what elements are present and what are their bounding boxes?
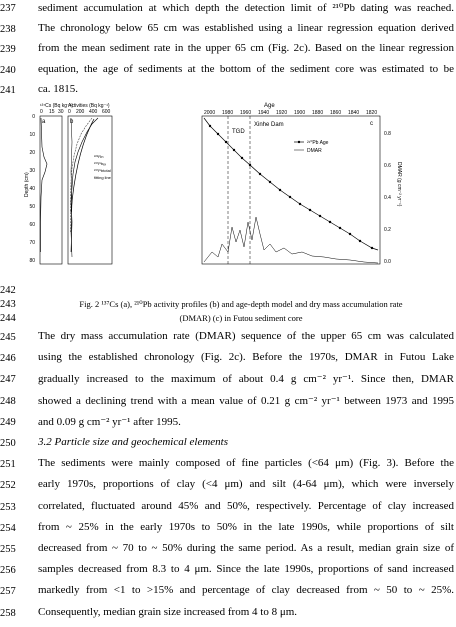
- line-number: 240: [0, 64, 16, 76]
- panel-a-tick-2: 30: [58, 109, 64, 115]
- pb-age-point: [279, 189, 281, 191]
- depth-tick-0: 0: [32, 114, 35, 120]
- line-number: 244: [0, 313, 16, 324]
- panel-b: [68, 103, 112, 264]
- pb-age-point: [249, 164, 251, 166]
- panel-a: [24, 103, 73, 264]
- depth-axis-title: Depth (cm): [24, 172, 30, 197]
- panel-b-frame: [68, 116, 112, 264]
- age-tick-1980: 1980: [222, 110, 234, 116]
- line-number: 250: [0, 438, 16, 449]
- text-line: [0, 62, 456, 80]
- panel-a-axis-title: ¹³⁷Cs (Bq kg⁻¹): [40, 103, 74, 109]
- text-line: [0, 82, 456, 100]
- figure-caption-line-1: Fig. 2 ¹³⁷Cs (a), ²¹⁰Pb activity profiles (b) and age-depth model and dry mass accumulation rate: [79, 299, 403, 309]
- pb-age-point: [359, 240, 361, 242]
- line-number: 243: [0, 299, 16, 310]
- pb-age-point: [269, 181, 271, 183]
- text-line: [0, 350, 456, 368]
- line-number: 253: [0, 501, 16, 513]
- panel-b-pb-ex: [71, 118, 93, 232]
- dmar-tick-0.2: 0.2: [384, 227, 391, 233]
- line-text: Consequently, median grain size increased from 4 to 8 μm.: [38, 605, 298, 618]
- line-number: 252: [0, 480, 16, 492]
- panel-b-tick-600: 600: [102, 109, 111, 115]
- pb-age-point: [339, 227, 341, 229]
- line-number: 239: [0, 44, 16, 55]
- caption-line-244: [0, 310, 456, 328]
- pb-age-point: [349, 233, 351, 235]
- line-text: The dry mass accumulation rate (DMAR) sequence of the upper 65 cm was calculated: [38, 330, 454, 342]
- depth-tick-40: 40: [29, 186, 35, 192]
- panel-c-frame: [202, 116, 380, 264]
- dmar-axis-title: DMAR (g cm⁻² yr⁻¹): [396, 162, 402, 207]
- line-number: 258: [0, 607, 16, 619]
- pb-age-point: [299, 203, 301, 205]
- legend-pb-age-marker: [298, 141, 300, 143]
- text-line: [0, 41, 456, 59]
- panel-b-tick-0: 0: [68, 109, 71, 115]
- panel-a-frame: [40, 116, 62, 264]
- panel-b-legend-fitting: fitting line: [94, 175, 111, 180]
- panel-b-tick-200: 200: [76, 109, 85, 115]
- line-number: 256: [0, 565, 16, 577]
- line-text: from the mean sediment rate in the upper 65 cm (Fig. 2c). Based on the linear regression: [38, 42, 454, 54]
- pb-age-point: [259, 173, 261, 175]
- legend-pb-age: ²¹⁰Pb Age: [307, 140, 329, 146]
- line-number: 249: [0, 416, 16, 428]
- line-text: ca. 1815.: [38, 83, 79, 95]
- text-line: [0, 329, 456, 347]
- line-text: from ~ 25% in the early 1970s to 50% in the late 1990s, while proportions of silt: [38, 520, 454, 533]
- figure-caption-line-2: (DMAR) (c) in Futou sediment core: [179, 313, 303, 323]
- line-text: sediment accumulation at which depth the detection limit of ²¹⁰Pb dating was reached.: [38, 2, 454, 14]
- line-text: gradually increased to the maximum of about 0.4 g cm⁻² yr⁻¹. Since then, DMAR: [38, 373, 454, 386]
- depth-tick-20: 20: [29, 150, 35, 156]
- depth-tick-80: 80: [29, 258, 35, 264]
- age-tick-1920: 1920: [276, 110, 288, 116]
- dmar-tick-0.6: 0.6: [384, 163, 391, 169]
- depth-tick-70: 70: [29, 240, 35, 246]
- dmar-tick-0.0: 0.0: [384, 259, 391, 265]
- line-number: 251: [0, 459, 16, 471]
- line-number: 242: [0, 285, 16, 296]
- panel-b-legend-rn: ²²⁶Rn: [94, 154, 104, 159]
- line-number: 257: [0, 586, 16, 598]
- pb-age-point: [217, 133, 219, 135]
- text-line: [0, 520, 456, 538]
- line-text: The chronology below 65 cm was established using a linear regression equation derived: [38, 21, 454, 34]
- text-line: [0, 477, 456, 495]
- line-number: 247: [0, 374, 16, 386]
- depth-tick-60: 60: [29, 222, 35, 228]
- line-number: 255: [0, 544, 16, 555]
- age-tick-1880: 1880: [312, 110, 324, 116]
- age-tick-1900: 1900: [294, 110, 306, 116]
- text-line: [0, 541, 456, 559]
- panel-a-label: a: [42, 119, 46, 125]
- annotation-tgd: TGD: [232, 129, 245, 135]
- panel-c-axis-title: Age: [264, 103, 275, 109]
- age-tick-2000: 2000: [204, 110, 216, 116]
- age-tick-1940: 1940: [258, 110, 270, 116]
- line-number: 254: [0, 522, 16, 534]
- line-text: correlated, fluctuated around 45% and 50%, respectively. Percentage of clay increased: [38, 499, 454, 512]
- panel-b-tick-400: 400: [89, 109, 98, 115]
- panel-b-axis-title: Activities (Bq kg⁻¹): [68, 103, 110, 109]
- text-line: [0, 0, 456, 18]
- annotation-xinhe-dam: Xinhe Dam: [254, 122, 284, 128]
- line-number: 246: [0, 353, 16, 365]
- line-text: samples decreased from 8.3 to 4 μm. Since the late 1990s, proportions of sand increased: [38, 563, 454, 576]
- dmar-tick-0.8: 0.8: [384, 131, 391, 137]
- line-text: decreased from ~ 70 to ~ 50% during the same period. As a result, median grain size of: [38, 542, 454, 554]
- text-line: [0, 562, 456, 580]
- depth-tick-10: 10: [29, 132, 35, 138]
- age-tick-1820: 1820: [366, 110, 378, 116]
- pb-age-point: [319, 215, 321, 217]
- line-number: 245: [0, 332, 16, 343]
- pb-age-point: [233, 149, 235, 151]
- panel-c: [202, 103, 402, 265]
- age-tick-1840: 1840: [348, 110, 360, 116]
- text-line: [0, 435, 456, 453]
- pb-age-points: [209, 125, 373, 249]
- panel-c-ticks: [204, 110, 377, 116]
- pb-age-point: [209, 125, 211, 127]
- text-line: [0, 393, 456, 411]
- pb-age-point: [241, 157, 243, 159]
- dmar-tick-0.4: 0.4: [384, 195, 391, 201]
- pb-age-line: [204, 118, 378, 250]
- pb-age-point: [329, 221, 331, 223]
- text-line: [0, 456, 456, 474]
- panel-a-tick-1: 15: [49, 109, 55, 115]
- line-text: The sediments were mainly composed of fine particles (<64 μm) (Fig. 3). Before the: [38, 457, 454, 470]
- pb-age-point: [289, 196, 291, 198]
- line-number: 241: [0, 85, 16, 96]
- panel-b-pb-total: [71, 118, 98, 252]
- line-text: and 0.09 g cm⁻² yr⁻¹ after 1995.: [38, 415, 181, 428]
- depth-tick-50: 50: [29, 204, 35, 210]
- panel-c-label: c: [370, 121, 373, 127]
- dmar-line: [204, 217, 378, 263]
- text-line: [0, 605, 456, 623]
- panel-b-legend-pbex: ²¹⁰Pbₑₓ: [94, 161, 106, 166]
- text-line: [0, 21, 456, 39]
- panel-a-cs-profile: [41, 118, 48, 252]
- line-text: showed a declining trend with a mean value of 0.21 g cm⁻² yr⁻¹ between 1973 and 1995: [38, 394, 454, 407]
- legend-dmar: DMAR: [307, 148, 322, 154]
- figure-2: [24, 102, 456, 284]
- line-text: 3.2 Particle size and geochemical elements: [38, 436, 229, 448]
- text-line: [0, 499, 456, 517]
- depth-tick-30: 30: [29, 168, 35, 174]
- age-tick-1860: 1860: [330, 110, 342, 116]
- pb-age-point: [309, 209, 311, 211]
- line-number: 248: [0, 395, 16, 407]
- panel-a-tick-0: 0: [40, 109, 43, 115]
- line-number: 237: [0, 3, 16, 14]
- text-line: [0, 371, 456, 389]
- figure-2-graphic: [24, 102, 456, 284]
- text-line: [0, 414, 456, 432]
- line-text: early 1970s, proportions of clay (<4 μm) and silt (4-64 μm), which were inversely: [38, 478, 454, 491]
- line-text: markedly from <1 to >15% and percentage of clay decreased from ~ 50 to ~ 25%.: [38, 584, 454, 597]
- pb-age-point: [225, 141, 227, 143]
- age-tick-1960: 1960: [240, 110, 252, 116]
- line-text: using the established chronology (Fig. 2c). Before the 1970s, DMAR in Futou Lake: [38, 351, 454, 364]
- panel-b-label: b: [70, 119, 74, 125]
- line-text: equation, the age of sediments at the bottom of the sediment core was estimated to be: [38, 62, 454, 75]
- text-line: [0, 583, 456, 601]
- line-number: 238: [0, 23, 16, 35]
- panel-b-legend-pbtotal: ²¹⁰Pbtotal: [94, 168, 111, 173]
- pb-age-point: [371, 247, 373, 249]
